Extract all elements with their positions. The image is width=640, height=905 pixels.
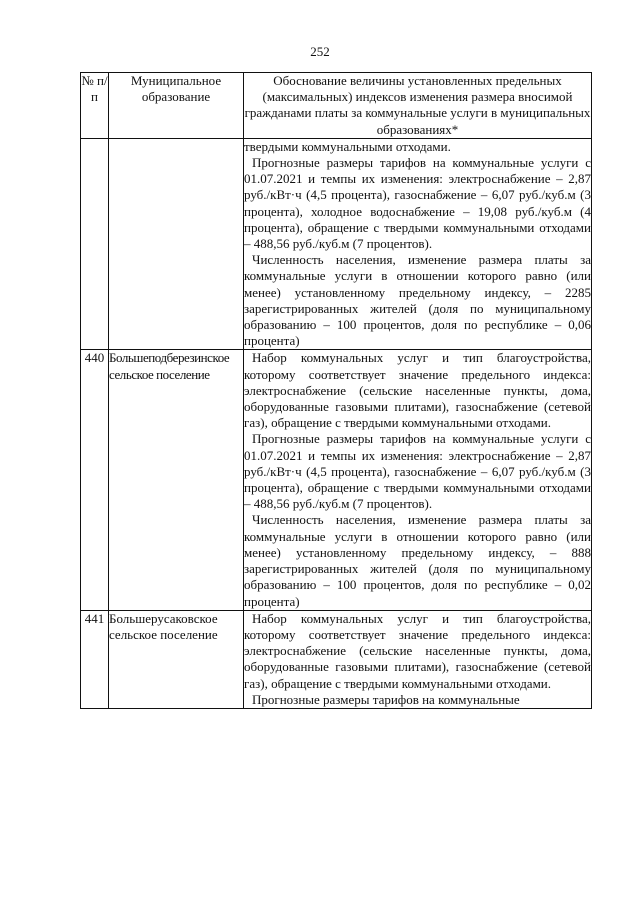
table-row: [81, 138, 592, 350]
row-municipality: [109, 350, 244, 610]
justification-paragraph: Численность населения, изменение размера платы за коммунальные услуги в отношении которого равно (или менее) установленному предельному индексу, – 888 зарегистрированных жителей (доля по муниципальному образованию – 100 процентов, доля по республике – 0,02 процента): [244, 512, 591, 609]
header-justification: Обоснование величины установленных предельных (максимальных) индексов изменения размера вносимой гражданами платы за коммунальные услуги в муниципальных образованиях*: [244, 73, 591, 137]
row-municipality: Большерусаковское сельское поселение: [109, 610, 244, 708]
row-num: 441: [81, 610, 109, 708]
justification-paragraph: Прогнозные размеры тарифов на коммунальные услуги с 01.07.2021 и темпы их изменения: электроснабжение – 2,87 руб./кВт·ч (4,5 процента), газоснабжение – 6,07 руб./куб.м (3 процента), холодное водоснабжение – 19,08 руб./куб.м (4 процента), обращение с твердыми коммунальными отходами – 488,56 руб./куб.м (7 процентов).: [244, 155, 591, 252]
header-num: № п/п: [81, 73, 109, 139]
header-municipality: Муниципальное образование: [109, 73, 244, 139]
row-justification: [244, 138, 592, 350]
justification-paragraph: Прогнозные размеры тарифов на коммунальные: [252, 691, 520, 707]
row-justification: [244, 350, 592, 610]
justification-paragraph: твердыми коммунальными отходами.: [244, 138, 451, 154]
row-justification: [244, 610, 592, 708]
justification-paragraph: Набор коммунальных услуг и тип благоустройства, которому соответствует значение предельного индекса: электроснабжение (сельские населенные пункты, дома, оборудованные газовыми плитами), газоснабжение (сетевой газ), обращение с твердыми коммунальными отходами.: [244, 350, 591, 431]
justification-paragraph: Численность населения, изменение размера платы за коммунальные услуги в отношении которого равно (или менее) установленному предельному индексу, – 2285 зарегистрированных жителей (доля по муниципальному образованию – 100 процентов, доля по республике – 0,06 процента): [244, 252, 591, 349]
row-num: [81, 138, 109, 350]
table-row: [81, 350, 592, 610]
table-row: [81, 610, 592, 708]
justification-paragraph: Набор коммунальных услуг и тип благоустройства, которому соответствует значение предельного индекса: электроснабжение (сельские населенные пункты, дома, оборудованные газовыми плитами), газоснабжение (сетевой газ), обращение с твердыми коммунальными отходами.: [244, 610, 591, 691]
page-number: 252: [310, 44, 330, 59]
tariff-justification-table: [80, 72, 592, 709]
row-municipality: [109, 138, 244, 350]
table-header-row: [81, 73, 592, 139]
municipality-name: Большеподберезинское сельское поселение: [109, 350, 230, 382]
row-num: 440: [81, 350, 109, 610]
justification-paragraph: Прогнозные размеры тарифов на коммунальные услуги с 01.07.2021 и темпы их изменения: электроснабжение – 2,87 руб./кВт·ч (4,5 процента), газоснабжение – 6,07 руб./куб.м (3 процента), обращение с твердыми коммунальными отходами – 488,56 руб./куб.м (7 процентов).: [244, 431, 591, 512]
